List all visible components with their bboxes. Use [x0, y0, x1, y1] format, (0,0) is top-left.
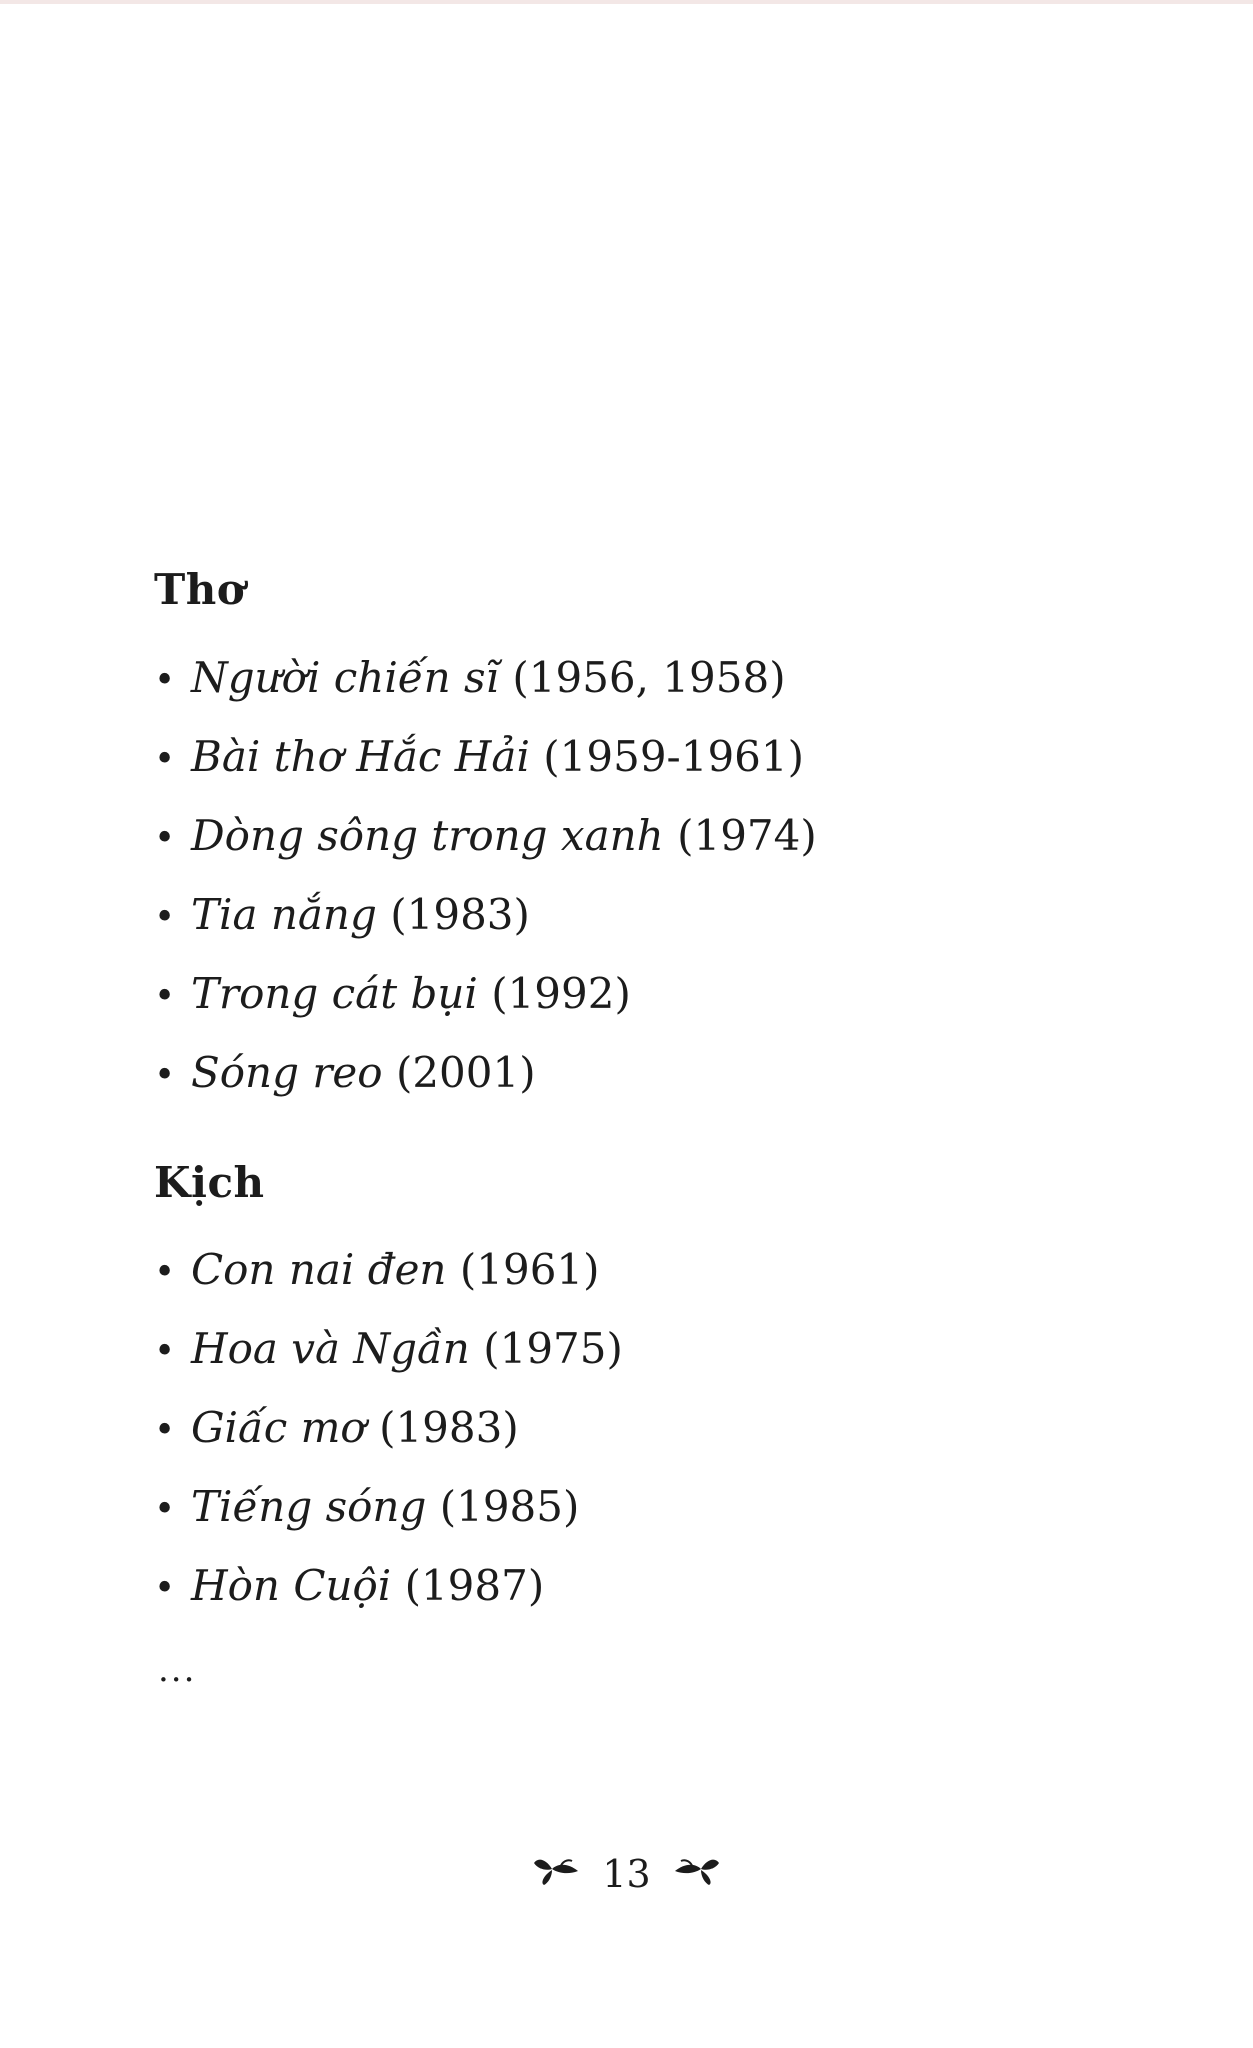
work-title: Hòn Cuội	[191, 1561, 392, 1610]
work-year: (1974)	[677, 811, 817, 860]
list-item	[154, 796, 817, 875]
list-item	[154, 638, 817, 717]
work-year: (1985)	[439, 1482, 580, 1531]
bullet-icon: •	[154, 739, 176, 780]
work-year: (1992)	[491, 969, 631, 1018]
work-year: (2001)	[395, 1048, 536, 1097]
work-year: (1983)	[379, 1403, 519, 1452]
section-heading-drama: Kịch	[154, 1158, 265, 1207]
work-title: Bài thơ Hắc Hải	[191, 732, 530, 781]
work-title: Hoa và Ngần	[191, 1324, 470, 1373]
work-title: Con nai đen	[191, 1245, 447, 1294]
leaf-ornament-left-icon	[532, 1852, 580, 1896]
work-year: (1961)	[459, 1245, 600, 1294]
leaf-ornament-right-icon	[673, 1852, 721, 1896]
bullet-icon: •	[154, 897, 176, 938]
work-title: Sóng reo	[191, 1048, 383, 1097]
work-title: Tia nắng	[191, 890, 377, 939]
bullet-icon: •	[154, 1410, 176, 1451]
page-footer	[0, 1848, 1253, 1896]
list-item	[154, 954, 817, 1033]
list-item	[154, 875, 817, 954]
work-title: Người chiến sĩ	[191, 653, 499, 702]
work-title: Giấc mơ	[191, 1403, 366, 1452]
work-title: Tiếng sóng	[191, 1482, 427, 1531]
work-title: Trong cát bụi	[191, 969, 478, 1018]
bullet-icon: •	[154, 1055, 176, 1096]
work-year: (1956, 1958)	[512, 653, 786, 702]
bullet-icon: •	[154, 976, 176, 1017]
work-title: Dòng sông trong xanh	[191, 811, 664, 860]
list-item	[154, 1230, 623, 1309]
list-item	[154, 1467, 623, 1546]
continuation-ellipsis: ...	[158, 1650, 197, 1690]
poetry-list	[154, 638, 817, 1112]
bullet-icon: •	[154, 818, 176, 859]
work-year: (1975)	[483, 1324, 623, 1373]
page-number: 13	[602, 1851, 651, 1896]
work-year: (1987)	[404, 1561, 545, 1610]
list-item	[154, 1546, 623, 1625]
work-year: (1959-1961)	[543, 732, 805, 781]
list-item	[154, 717, 817, 796]
bullet-icon: •	[154, 1252, 176, 1293]
list-item	[154, 1033, 817, 1112]
work-year: (1983)	[390, 890, 530, 939]
list-item	[154, 1388, 623, 1467]
bullet-icon: •	[154, 1568, 176, 1609]
section-heading-poetry: Thơ	[154, 565, 246, 614]
bullet-icon: •	[154, 1489, 176, 1530]
list-item	[154, 1309, 623, 1388]
bullet-icon: •	[154, 1331, 176, 1372]
bullet-icon: •	[154, 660, 176, 701]
drama-list	[154, 1230, 623, 1625]
